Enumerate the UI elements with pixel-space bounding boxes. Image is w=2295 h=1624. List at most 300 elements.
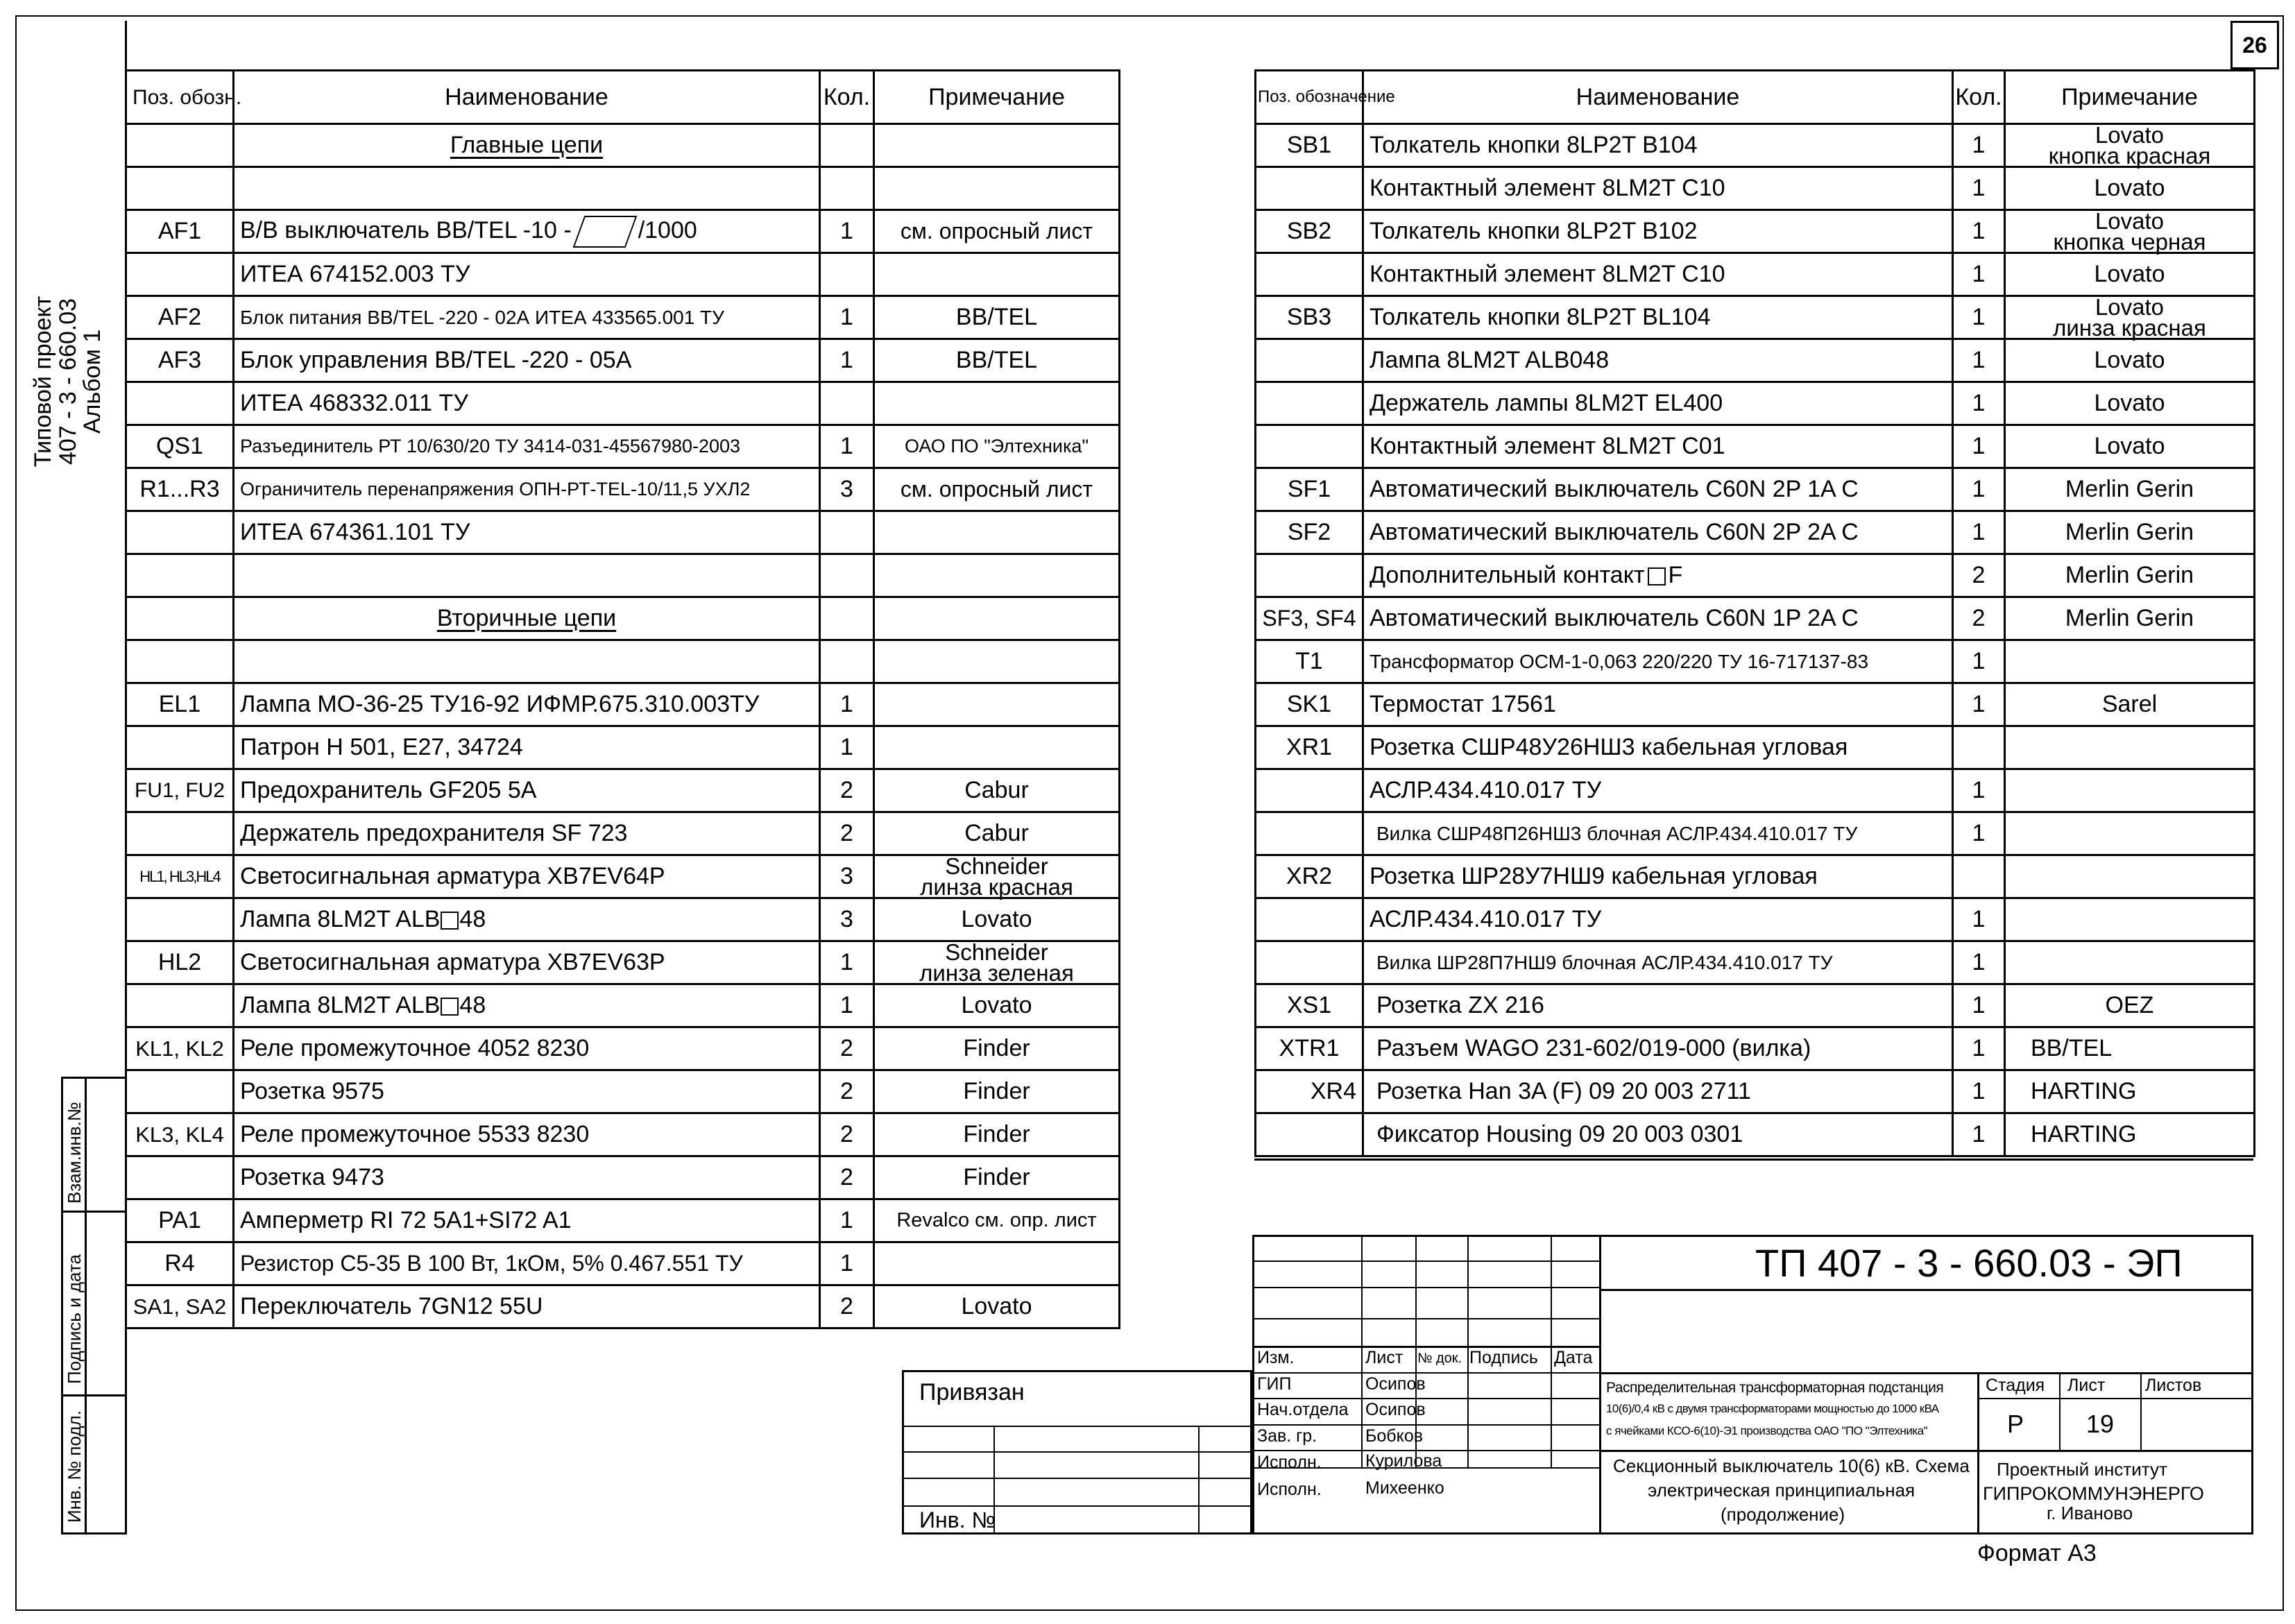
name-suffix: 48 [459, 992, 486, 1018]
qty-cell: 1 [820, 941, 874, 984]
pos-cell: SB2 [1256, 210, 1363, 253]
qty-cell: 1 [1953, 468, 2005, 511]
note-cell [874, 382, 1120, 425]
qty-cell: 2 [820, 769, 874, 812]
divider [1599, 1372, 2253, 1374]
note-line: линза зеленая [919, 959, 1074, 986]
pos-cell [126, 898, 234, 941]
table-row [126, 898, 1120, 941]
role-name: Михеенко [1365, 1478, 1444, 1498]
sheet-label: Лист [2067, 1376, 2106, 1395]
col-header: Дата [1554, 1348, 1593, 1367]
pos-cell: SK1 [1256, 683, 1363, 726]
qty-cell [820, 124, 874, 167]
binding-label: Взам.инв.№ [64, 1102, 85, 1204]
note-cell [874, 683, 1120, 726]
table-row [126, 1242, 1120, 1285]
qty-cell: 2 [820, 1156, 874, 1199]
table-row [126, 769, 1120, 812]
divider [1599, 1289, 2253, 1291]
pos-cell [1256, 253, 1363, 296]
table-row [1256, 984, 2255, 1027]
name-cell: Блок питания BB/TEL -220 - 02А ИТЕА 433565.001 ТУ [234, 296, 820, 339]
section-heading: Вторичные цепи [436, 605, 617, 631]
divider [1252, 1424, 1599, 1426]
note-cell: Merlin Gerin [2005, 468, 2255, 511]
name-cell: Ограничитель перенапряжения ОПН-РТ-TEL-10/11,5 УХЛ2 [234, 468, 820, 511]
qty-cell: 1 [1953, 210, 2005, 253]
name-cell: Розетка ШР28У7НШ9 кабельная угловая [1363, 855, 1953, 898]
table-row [1256, 640, 2255, 683]
table-row [126, 296, 1120, 339]
table-row [126, 425, 1120, 468]
table-row [1256, 468, 2255, 511]
sheets-label: Листов [2145, 1376, 2202, 1395]
table-row [126, 941, 1120, 984]
table-row [126, 167, 1120, 210]
name-cell [234, 984, 820, 1027]
table-row [1256, 554, 2255, 597]
pos-cell [1256, 382, 1363, 425]
qty-cell: 2 [820, 1285, 874, 1328]
note-cell [2005, 296, 2255, 339]
name-cell: ИТЕА 674361.101 ТУ [234, 511, 820, 554]
qty-cell: 1 [1953, 253, 2005, 296]
note-cell: BB/TEL [874, 339, 1120, 382]
table-row [126, 210, 1120, 253]
qty-cell: 1 [1953, 167, 2005, 210]
table-row [1256, 898, 2255, 941]
qty-cell: 2 [820, 1113, 874, 1156]
note-cell [2005, 812, 2255, 855]
qty-cell: 1 [1953, 1027, 2005, 1070]
note-cell: см. опросный лист [874, 210, 1120, 253]
divider [902, 1505, 1252, 1507]
pos-cell: QS1 [126, 425, 234, 468]
name-cell: ИТЕА 468332.011 ТУ [234, 382, 820, 425]
role-name: Осипов [1365, 1374, 1426, 1394]
name-cell: Фиксатор Housing 09 20 003 0301 [1363, 1113, 1953, 1156]
header-qty: Кол. [1953, 71, 2005, 124]
divider [2140, 1372, 2142, 1450]
name-text: Дополнительный контакт [1370, 562, 1645, 588]
pos-cell [126, 511, 234, 554]
qty-cell: 1 [820, 683, 874, 726]
note-cell [874, 855, 1120, 898]
name-text: Лампа 8LM2T ALB [240, 992, 441, 1018]
note-cell [2005, 769, 2255, 812]
role-label: Зав. гр. [1257, 1426, 1317, 1446]
qty-cell: 2 [820, 1070, 874, 1113]
table-row [126, 683, 1120, 726]
note-line: кнопка красная [2048, 142, 2211, 169]
note-line: Lovato [2094, 208, 2165, 234]
note-cell [2005, 640, 2255, 683]
name-cell: Держатель предохранителя SF 723 [234, 812, 820, 855]
pos-cell [1256, 1113, 1363, 1156]
qty-cell: 3 [820, 898, 874, 941]
col-header: Подпись [1469, 1348, 1538, 1367]
format-label: Формат А3 [1977, 1540, 2097, 1566]
left-spec-table [125, 69, 1120, 1329]
qty-cell: 1 [1953, 339, 2005, 382]
header-pos: Поз. обозначение [1256, 71, 1363, 124]
pos-cell [1256, 898, 1363, 941]
note-cell: Lovato [2005, 382, 2255, 425]
qty-cell: 1 [1953, 640, 2005, 683]
pos-cell: AF3 [126, 339, 234, 382]
name-cell: Амперметр RI 72 5A1+SI72 A1 [234, 1199, 820, 1242]
col-header: Лист [1365, 1348, 1404, 1367]
name-cell: Термостат 17561 [1363, 683, 1953, 726]
name-cell: Автоматический выключатель C60N 2P 1A C [1363, 468, 1953, 511]
binding-label: Инв. № подл. [64, 1410, 85, 1523]
note-cell: Finder [874, 1070, 1120, 1113]
table-row [126, 1199, 1120, 1242]
name-cell: Патрон Н 501, Е27, 34724 [234, 726, 820, 769]
name-cell: АСЛР.434.410.017 ТУ [1363, 898, 1953, 941]
divider [1252, 1398, 1599, 1399]
header-name: Наименование [234, 71, 820, 124]
qty-cell: 1 [1953, 941, 2005, 984]
table-row [126, 1070, 1120, 1113]
project-desc: с ячейками КСО-6(10)-Э1 производства ОАО "ПО "Элтехника" [1606, 1424, 1928, 1437]
name-cell [1363, 554, 1953, 597]
note-cell: Lovato [874, 984, 1120, 1027]
pos-cell [126, 124, 234, 167]
name-cell: Трансформатор ОСМ-1-0,063 220/220 ТУ 16-717137-83 [1363, 640, 1953, 683]
name-suffix: /1000 [638, 216, 697, 243]
table-row [126, 640, 1120, 683]
name-cell: Лампа МО-36-25 ТУ16-92 ИФМР.675.310.003ТУ [234, 683, 820, 726]
qty-cell: 1 [820, 726, 874, 769]
qty-cell [1953, 726, 2005, 769]
role-name: Бобков [1365, 1426, 1424, 1446]
note-line: линза красная [2053, 314, 2206, 341]
note-cell [874, 1242, 1120, 1285]
col-header: № док. [1417, 1351, 1462, 1366]
table-row [126, 511, 1120, 554]
note-cell: Merlin Gerin [2005, 511, 2255, 554]
name-cell [234, 597, 820, 640]
name-cell: Вилка СШР48П26НШ3 блочная АСЛР.434.410.017 ТУ [1363, 812, 1953, 855]
table-row [1256, 597, 2255, 640]
table-row [126, 1285, 1120, 1328]
table-row [126, 554, 1120, 597]
qty-cell: 1 [1953, 511, 2005, 554]
pos-cell [1256, 167, 1363, 210]
qty-cell: 2 [820, 812, 874, 855]
qty-cell: 1 [820, 339, 874, 382]
name-suffix: 48 [459, 906, 486, 932]
sheet-title: электрическая принципиальная [1648, 1480, 1916, 1501]
pos-cell: R4 [126, 1242, 234, 1285]
table-row [1256, 339, 2255, 382]
name-cell: АСЛР.434.410.017 ТУ [1363, 769, 1953, 812]
pos-cell [126, 167, 234, 210]
note-cell: BB/TEL [2005, 1027, 2255, 1070]
col-header: Изм. [1257, 1348, 1295, 1367]
header-pos: Поз. обозн. [126, 71, 234, 124]
side-stamp-line: Альбом 1 [79, 329, 106, 434]
name-cell [234, 210, 820, 253]
note-cell: Merlin Gerin [2005, 554, 2255, 597]
note-cell [2005, 941, 2255, 984]
name-cell: Контактный элемент 8LM2T C01 [1363, 425, 1953, 468]
table-row [1256, 382, 2255, 425]
qty-cell [1953, 855, 2005, 898]
pos-cell [1256, 941, 1363, 984]
table-row [126, 124, 1120, 167]
pos-cell: KL3, KL4 [126, 1113, 234, 1156]
pos-cell [126, 726, 234, 769]
project-desc: 10(6)/0,4 кВ с двумя трансформаторами мощностью до 1000 кВА [1606, 1402, 1939, 1415]
note-line: линза красная [920, 873, 1073, 900]
name-cell: Розетка ZX 216 [1363, 984, 1953, 1027]
name-cell: Розетка 9473 [234, 1156, 820, 1199]
sheet-title: Секционный выключатель 10(6) кВ. Схема [1613, 1455, 1970, 1476]
sheet-value: 19 [2086, 1410, 2115, 1438]
name-suffix: F [1668, 562, 1683, 588]
name-cell: Контактный элемент 8LM2T C10 [1363, 253, 1953, 296]
pos-cell [1256, 812, 1363, 855]
note-cell: HARTING [2005, 1070, 2255, 1113]
pos-cell: PA1 [126, 1199, 234, 1242]
table-row [126, 855, 1120, 898]
table-row [1256, 769, 2255, 812]
divider [1254, 1159, 2253, 1161]
pos-cell: SA1, SA2 [126, 1285, 234, 1328]
table-row [126, 597, 1120, 640]
note-cell: Merlin Gerin [2005, 597, 2255, 640]
note-cell: Lovato [2005, 339, 2255, 382]
note-cell [874, 726, 1120, 769]
pos-cell: R1...R3 [126, 468, 234, 511]
pos-cell: SB1 [1256, 124, 1363, 167]
name-cell: Автоматический выключатель C60N 2P 2A C [1363, 511, 1953, 554]
table-row [126, 468, 1120, 511]
table-row [1256, 941, 2255, 984]
name-cell: Светосигнальная арматура XB7EV64P [234, 855, 820, 898]
qty-cell: 1 [1953, 124, 2005, 167]
role-label: Исполн. [1257, 1480, 1322, 1499]
name-text: В/В выключатель BB/TEL -10 - [240, 216, 572, 243]
name-text: Лампа 8LM2T ALB [240, 906, 441, 932]
table-row [1256, 855, 2255, 898]
qty-cell: 1 [820, 984, 874, 1027]
divider [1252, 1287, 1599, 1288]
header-note: Примечание [2005, 71, 2255, 124]
pos-cell: T1 [1256, 640, 1363, 683]
table-row [1256, 167, 2255, 210]
qty-cell: 1 [820, 425, 874, 468]
note-cell [2005, 124, 2255, 167]
name-cell [234, 554, 820, 597]
pos-cell: AF2 [126, 296, 234, 339]
pos-cell: XR2 [1256, 855, 1363, 898]
divider [1252, 1318, 1599, 1319]
note-cell: Cabur [874, 769, 1120, 812]
side-stamp [31, 257, 135, 506]
pos-cell: SF3, SF4 [1256, 597, 1363, 640]
note-cell: HARTING [2005, 1113, 2255, 1156]
qty-cell: 3 [820, 855, 874, 898]
note-cell: BB/TEL [874, 296, 1120, 339]
qty-cell: 1 [1953, 296, 2005, 339]
table-row [1256, 511, 2255, 554]
table-row [126, 1027, 1120, 1070]
name-cell: Разъем WAGO 231-602/019-000 (вилка) [1363, 1027, 1953, 1070]
table-row [1256, 1113, 2255, 1156]
pos-cell [126, 253, 234, 296]
name-cell: Вилка ШР28П7НШ9 блочная АСЛР.434.410.017 ТУ [1363, 941, 1953, 984]
note-line: Lovato [2094, 294, 2165, 320]
pos-cell [1256, 339, 1363, 382]
pos-cell [126, 1070, 234, 1113]
note-cell [2005, 855, 2255, 898]
note-cell: Lovato [2005, 425, 2255, 468]
qty-cell [820, 167, 874, 210]
table-row [126, 984, 1120, 1027]
table-row [1256, 124, 2255, 167]
table-row [1256, 1070, 2255, 1113]
divider [1977, 1398, 2253, 1399]
qty-cell: 1 [1953, 769, 2005, 812]
name-cell: Светосигнальная арматура XB7EV63P [234, 941, 820, 984]
name-cell: Толкатель кнопки 8LP2T B102 [1363, 210, 1953, 253]
divider [1977, 1372, 1979, 1535]
note-cell: Finder [874, 1156, 1120, 1199]
divider [1467, 1235, 1469, 1467]
table-row [126, 339, 1120, 382]
section-heading: Главные цепи [450, 132, 604, 158]
divider [2059, 1372, 2061, 1450]
name-cell: Резистор С5-35 В 100 Вт, 1кОм, 5% 0.467.551 ТУ [234, 1242, 820, 1285]
header-note: Примечание [874, 71, 1120, 124]
divider [1198, 1426, 1200, 1535]
note-cell: Revalco см. опр. лист [874, 1199, 1120, 1242]
org-name: г. Иваново [2047, 1503, 2133, 1523]
pos-cell [126, 812, 234, 855]
page-number: 26 [2230, 21, 2279, 69]
table-row [1256, 296, 2255, 339]
note-cell: Lovato [874, 1285, 1120, 1328]
pos-cell [126, 554, 234, 597]
note-cell: Lovato [2005, 167, 2255, 210]
pos-cell: KL1, KL2 [126, 1027, 234, 1070]
note-cell: Sarel [2005, 683, 2255, 726]
pos-cell [126, 597, 234, 640]
table-row [1256, 1027, 2255, 1070]
qty-cell [820, 253, 874, 296]
table-row [1256, 210, 2255, 253]
table-row [126, 1113, 1120, 1156]
table-header-row [126, 71, 1120, 124]
note-cell [874, 554, 1120, 597]
note-cell [874, 253, 1120, 296]
divider [1252, 1372, 1599, 1374]
qty-cell [820, 511, 874, 554]
qty-cell: 3 [820, 468, 874, 511]
name-cell: Розетка Han 3A (F) 09 20 003 2711 [1363, 1070, 1953, 1113]
note-cell: Finder [874, 1027, 1120, 1070]
note-cell: ОАО ПО "Элтехника" [874, 425, 1120, 468]
divider [902, 1478, 1252, 1479]
table-row [126, 726, 1120, 769]
divider [61, 1394, 127, 1396]
blank-field-placeholder [572, 216, 637, 248]
note-cell: см. опросный лист [874, 468, 1120, 511]
qty-cell [820, 382, 874, 425]
divider [1252, 1346, 1599, 1348]
stage-label: Стадия [1986, 1376, 2045, 1395]
qty-cell: 1 [1953, 683, 2005, 726]
header-name: Наименование [1363, 71, 1953, 124]
pos-cell: EL1 [126, 683, 234, 726]
note-cell [2005, 210, 2255, 253]
note-cell [2005, 726, 2255, 769]
document-code: ТП 407 - 3 - 660.03 - ЭП [1755, 1241, 2183, 1285]
table-row [1256, 726, 2255, 769]
name-cell: Розетка 9575 [234, 1070, 820, 1113]
note-line: кнопка черная [2053, 228, 2206, 255]
role-label: Исполн. [1257, 1453, 1322, 1472]
side-stamp-line: 407 - 3 - 660.03 [54, 298, 81, 465]
pos-cell: SF2 [1256, 511, 1363, 554]
name-cell: Переключатель 7GN12 55U [234, 1285, 820, 1328]
table-row [126, 1156, 1120, 1199]
note-cell [874, 511, 1120, 554]
role-name: Курилова [1365, 1451, 1442, 1471]
qty-cell: 1 [820, 1199, 874, 1242]
table-row [1256, 812, 2255, 855]
qty-cell: 1 [820, 210, 874, 253]
pos-cell: XTR1 [1256, 1027, 1363, 1070]
qty-cell: 1 [1953, 812, 2005, 855]
note-line: Lovato [2094, 122, 2165, 148]
note-cell [874, 640, 1120, 683]
divider [1599, 1235, 1601, 1535]
note-line: Schneider [945, 939, 1048, 966]
pos-cell: AF1 [126, 210, 234, 253]
table-row [126, 382, 1120, 425]
name-cell [234, 640, 820, 683]
divider [61, 1211, 127, 1213]
qty-cell [820, 640, 874, 683]
name-cell: ИТЕА 674152.003 ТУ [234, 253, 820, 296]
table-row [126, 253, 1120, 296]
note-cell [874, 941, 1120, 984]
inv-label: Инв. № [919, 1507, 996, 1532]
name-cell [234, 898, 820, 941]
pos-cell: XR4 [1256, 1070, 1363, 1113]
table-row [126, 812, 1120, 855]
name-cell [234, 124, 820, 167]
name-cell: Толкатель кнопки 8LP2T BL104 [1363, 296, 1953, 339]
privyazan-label: Привязан [919, 1379, 1025, 1405]
pos-cell [126, 382, 234, 425]
role-label: ГИП [1257, 1374, 1292, 1394]
project-desc: Распределительная трансформаторная подстанция [1606, 1380, 1944, 1396]
table-row [1256, 253, 2255, 296]
note-cell [874, 124, 1120, 167]
org-name: Проектный институт [1997, 1459, 2167, 1480]
note-cell: Lovato [874, 898, 1120, 941]
note-cell [2005, 898, 2255, 941]
qty-cell [820, 597, 874, 640]
qty-cell: 2 [1953, 597, 2005, 640]
pos-cell: XS1 [1256, 984, 1363, 1027]
